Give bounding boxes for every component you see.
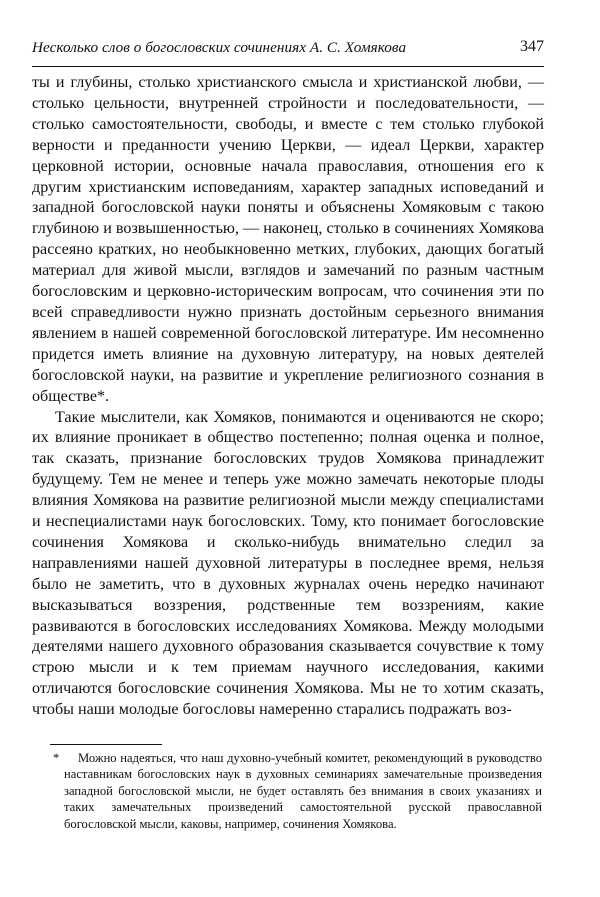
footnote — [53, 750, 542, 832]
running-head — [32, 36, 544, 64]
page-number: 347 — [520, 38, 544, 55]
paragraph-2: Такие мыслители, как Хомяков, понимаются и оцениваются не скоро; их влияние проникает в общество постепенно; полная оценка и полное, так сказать, признание богословских трудов Хомякова принадлежит будущему. Тем не менее и теперь уже можно замечать некоторые плоды влияния Хомякова на развитие религиозной мысли между специалистами и неспециалистами наук богословских. Тому, кто понимает богословские сочинения Хомякова и сколько-нибудь внимательно следил за направлениями нашей духовной литературы в последнее время, нельзя было не заметить, что в духовных журналах очень нередко начинают высказываться воззрения, родственные тем воззрениям, какие развиваются в богословских исследованиях Хомякова. Между молодыми деятелями нашего духовного образования сказывается сочувствие к тому строю мысли и к тем приемам научного исследования, какими отличаются богословские сочинения Хомякова. Мы не то хотим сказать, чтобы наши молодые богословы намеренно старались подражать воз- — [32, 408, 544, 719]
main-text — [32, 73, 544, 721]
paragraph-1: ты и глубины, столько христианского смысла и христианской любви, — столько цельности, внутренней стройности и последовательности, — столько самостоятельности, свободы, и вместе с тем столько глубокой верности и преданности учению Церкви, — идеал Церкви, характер церковной истории, основные начала православия, отношения его к другим христианским исповеданиям, характер западных исповеданий и западной богословской науки поняты и объяснены Хомяковым с такою глубиною и возвышенностью, — наконец, столько в сочинениях Хомякова рассеяно кратких, но необыкновенно метких, глубоких, дающих богатый материал для живой мысли, взглядов и замечаний по разным частным богословским и церковно-историческим вопросам, что сочинения эти по всей справедливости нужно признать достойным серьезного внимания явлением в нашей современной богословской литературе. Им несомненно придется иметь влияние на духовную литературу, на новых деятелей богословской науки, на развитие и укрепление религиозного сознания в обществе*. — [32, 74, 544, 405]
header-rule — [32, 66, 544, 67]
footnote-text: Можно надеяться, что наш духовно-учебный комитет, рекомендующий в руководство наставникам богословских наук в духовных семинариях замечательные произведения западной богословской мысли, не будет оставлять без внимания в своих указаниях и таких замечательных произведений самостоятельной русской православной богословской мысли, каковы, например, сочинения Хомякова. — [64, 751, 542, 831]
running-head-title: Несколько слов о богословских сочинениях А. С. Хомякова — [32, 39, 407, 56]
footnote-rule — [50, 744, 162, 745]
footnote-marker: * — [53, 751, 60, 765]
